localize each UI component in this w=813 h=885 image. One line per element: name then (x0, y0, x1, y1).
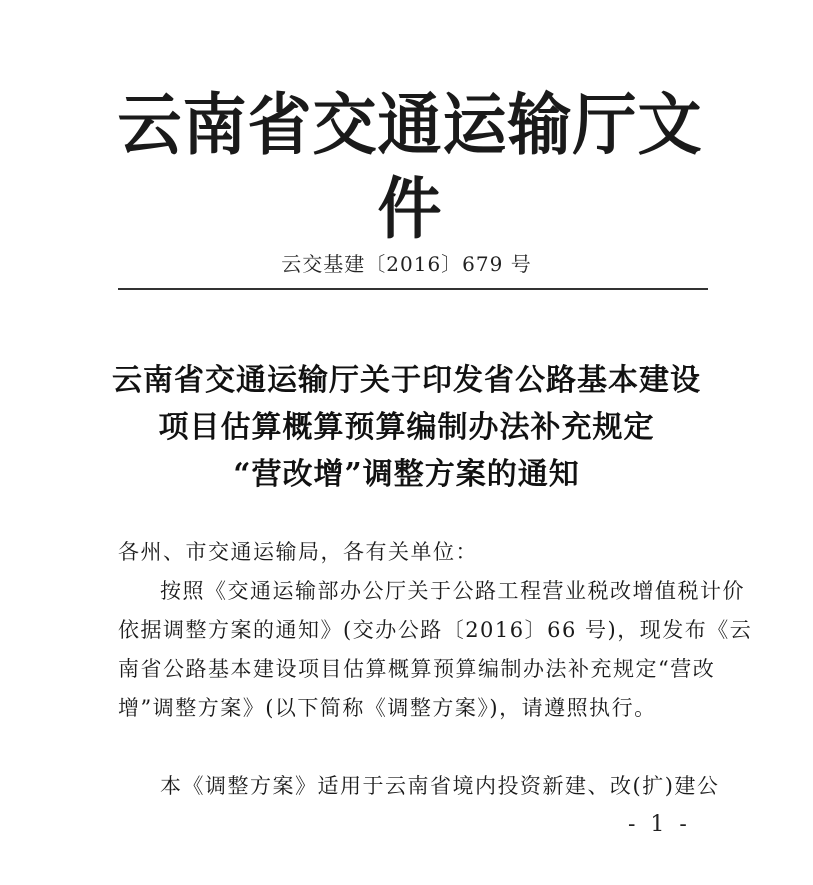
header-divider (118, 288, 708, 290)
document-masthead: 云南省交通运输厅文件 (117, 87, 703, 249)
document-title (0, 357, 813, 498)
document-number: 云交基建〔2016〕679 号 (281, 252, 532, 276)
paragraph-1 (118, 572, 753, 728)
paragraph-line: 依据调整方案的通知》(交办公路〔2016〕66 号)，现发布《云 (118, 618, 753, 642)
page-number: - 1 - (628, 812, 691, 837)
title-line: “营改增”调整方案的通知 (233, 457, 580, 492)
paragraph-line: 按照《交通运输部办公厅关于公路工程营业税改增值税计价 (160, 579, 745, 603)
paragraph-2 (118, 767, 718, 806)
title-line: 云南省交通运输厅关于印发省公路基本建设 (112, 363, 701, 398)
paragraph-line: 增”调整方案》(以下简称《调整方案》)，请遵照执行。 (118, 696, 657, 720)
paragraph-line: 本《调整方案》适用于云南省境内投资新建、改(扩)建公 (160, 774, 720, 798)
title-line: 项目估算概算预算编制办法补充规定 (158, 410, 655, 445)
salutation: 各州、市交通运输局，各有关单位： (118, 540, 478, 564)
paragraph-line: 南省公路基本建设项目估算概算预算编制办法补充规定“营改 (118, 657, 716, 681)
